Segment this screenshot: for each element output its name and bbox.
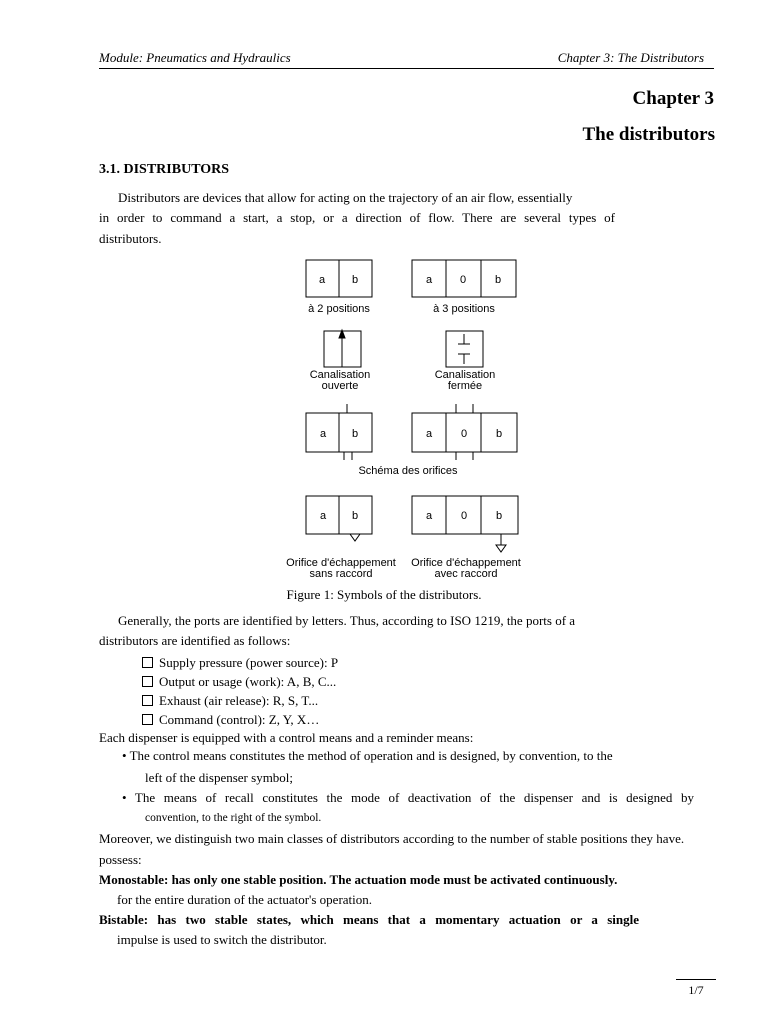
label-a: a xyxy=(425,274,433,286)
list-item: Supply pressure (power source): P xyxy=(142,655,338,671)
label-exhaust-2: sans raccord xyxy=(309,568,373,580)
label-zero: 0 xyxy=(459,274,467,286)
checkbox-square-icon xyxy=(142,657,153,668)
ports-line-1: Generally, the ports are identified by letters. Thus, according to ISO 1219, the ports of a xyxy=(118,613,576,628)
label-a: a xyxy=(319,510,327,522)
bullet-control-cont: left of the dispenser symbol; xyxy=(145,770,294,785)
exhaust-triangle-icon xyxy=(496,545,506,552)
monostable-line-1: Monostable: has only one stable position. The actuation mode must be activated continuously. xyxy=(99,872,618,887)
label-open-1: Canalisation xyxy=(309,369,371,381)
figure-caption: Figure 1: Symbols of the distributors. xyxy=(286,587,482,602)
exhaust-triangle-icon xyxy=(350,534,360,541)
bullet-recall-cont: convention, to the right of the symbol. xyxy=(145,812,322,824)
dispenser-line: Each dispenser is equipped with a control means and a reminder means: xyxy=(99,730,474,745)
checkbox-square-icon xyxy=(142,695,153,706)
label-exhaust-1: Orifice d'échappement xyxy=(286,557,396,569)
header-module: Module: Pneumatics and Hydraulics xyxy=(99,50,291,65)
classes-line-2: possess: xyxy=(99,852,142,867)
list-item: Output or usage (work): A, B, C... xyxy=(142,674,336,690)
label-two-positions: à 2 positions xyxy=(308,303,370,315)
label-closed-1: Canalisation xyxy=(434,369,496,381)
label-b: b xyxy=(351,428,359,440)
chapter-title: The distributors xyxy=(582,124,715,145)
bullet-recall: • The means of recall constitutes the mode of deactivation of the dispenser and is designed by xyxy=(122,790,694,805)
label-b: b xyxy=(351,274,359,286)
label-closed-2: fermée xyxy=(447,380,483,392)
ports-line-2: distributors are identified as follows: xyxy=(99,633,291,648)
label-b: b xyxy=(495,428,503,440)
label-a: a xyxy=(425,428,433,440)
classes-line-1: Moreover, we distinguish two main classes of distributors according to the number of stable positions they have. xyxy=(99,831,685,846)
label-b: b xyxy=(351,510,359,522)
intro-line-1: Distributors are devices that allow for acting on the trajectory of an air flow, essentially xyxy=(118,190,573,205)
label-open-2: ouverte xyxy=(321,380,359,392)
list-item: Command (control): Z, Y, X… xyxy=(142,712,319,728)
section-heading: 3.1. DISTRIBUTORS xyxy=(99,162,230,177)
label-a: a xyxy=(318,274,326,286)
label-exhaust2-1: Orifice d'échappement xyxy=(411,557,521,569)
label-b: b xyxy=(495,510,503,522)
checkbox-square-icon xyxy=(142,714,153,725)
list-item: Exhaust (air release): R, S, T... xyxy=(142,693,318,709)
label-a: a xyxy=(319,428,327,440)
monostable-line-2: for the entire duration of the actuator's operation. xyxy=(117,892,373,907)
label-exhaust2-2: avec raccord xyxy=(434,568,498,580)
page-header xyxy=(99,50,714,69)
page-number: 1/7 xyxy=(676,979,716,998)
label-a: a xyxy=(425,510,433,522)
label-zero: 0 xyxy=(460,428,468,440)
checkbox-square-icon xyxy=(142,676,153,687)
header-chapter: Chapter 3: The Distributors xyxy=(557,50,704,65)
label-schema: Schéma des orifices xyxy=(358,465,458,477)
intro-line-3: distributors. xyxy=(99,231,162,246)
bistable-line-2: impulse is used to switch the distributor. xyxy=(117,932,327,947)
distributor-symbols-figure xyxy=(280,255,530,585)
bullet-control: • The control means constitutes the method of operation and is designed, by convention, to the xyxy=(122,748,613,763)
bistable-line-1: Bistable: has two stable states, which means that a momentary actuation or a single xyxy=(99,912,639,927)
label-zero: 0 xyxy=(460,510,468,522)
label-b: b xyxy=(494,274,502,286)
intro-line-2: in order to command a start, a stop, or a direction of flow. There are several types of xyxy=(99,210,615,225)
label-three-positions: à 3 positions xyxy=(433,303,495,315)
chapter-number: Chapter 3 xyxy=(632,88,714,109)
